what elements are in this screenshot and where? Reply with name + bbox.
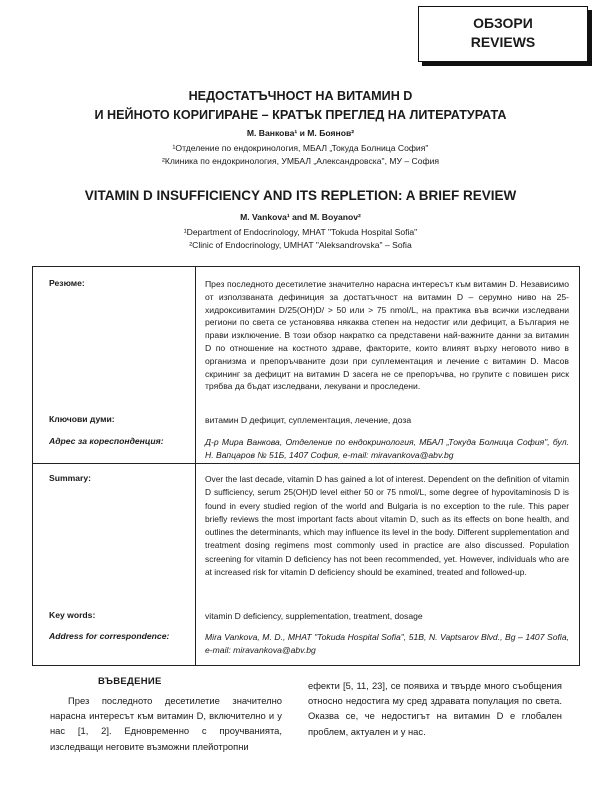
summary-bg-label: Резюме: [49, 278, 85, 288]
introduction-heading: ВЪВЕДЕНИЕ [98, 676, 162, 687]
badge-line-en: REVIEWS [470, 34, 536, 50]
title-bg-line1: НЕДОСТАТЪЧНОСТ НА ВИТАМИН D [188, 89, 413, 103]
affiliation-en-2: ²Clinic of Endocrinology, UMHAT "Aleksandrovska" – Sofia [189, 240, 412, 250]
badge-line-bg: ОБЗОРИ [473, 15, 533, 31]
keywords-en-text: vitamin D deficiency, supplementation, treatment, dosage [205, 611, 423, 621]
title-en: VITAMIN D INSUFFICIENCY AND ITS REPLETION: A BRIEF REVIEW [84, 188, 517, 203]
address-en-label: Address for correspondence: [49, 631, 170, 641]
intro-right-column: ефекти [5, 11, 23], се появиха и твърде много съобщения относно недостига му сред здравата популация по света. Оказва се, че недостигът на витамин D е глобален проблем, актуален и у нас. [308, 680, 562, 737]
address-en-text: Mira Vankova, M. D., MHAT "Tokuda Hospital Sofia", 51B, N. Vaptsarov Blvd., Bg – 1407 Sofia, e-mail: miravankova@abv.bg [205, 632, 569, 655]
title-bg-line2: И НЕЙНОТО КОРИГИРАНЕ – КРАТЪК ПРЕГЛЕД НА ЛИТЕРАТУРАТА [94, 108, 507, 122]
authors-bg: М. Ванкова¹ и М. Боянов² [246, 128, 355, 138]
keywords-bg-text: витамин D дефицит, суплементация, лечение, доза [205, 415, 412, 425]
summary-en-text: Over the last decade, vitamin D has gained a lot of interest. Dependent on the definition of vitamin D sufficiency, serum 25(OH)D level either 50 or 75 nmol/L, some degree of hypovitaminosis D is found in every studied region of the world and Bulgaria is no exception to the rule. This paper briefly reviews the most important facts about vitamin D, such as its effects on bone health, and outlines the determinants, which may influence its level in the body. Different supplementation and treatment dosing regimens most commonly used in practice are also discussed. Population screening for vitamin D deficiency has not been recommended, yet. However, individuals who are at increased risk for vitamin D deficiency should be examined, treated and followed-up. [205, 474, 569, 578]
abstract-column-divider [195, 266, 196, 666]
summary-en-label: Summary: [49, 473, 92, 483]
keywords-en-label: Key words: [49, 610, 96, 620]
section-badge [418, 6, 588, 62]
affiliation-bg-2: ²Клиника по ендокринология, УМБАЛ „Александровска", МУ – София [161, 156, 440, 166]
address-bg-label: Адрес за кореспонденция: [49, 436, 164, 446]
keywords-bg-label: Ключови думи: [49, 414, 115, 424]
abstract-language-divider [32, 463, 580, 464]
address-bg-text: Д-р Мира Ванкова, Отделение по ендокринология, МБАЛ „Токуда Болница София", бул. Н. Вапцаров № 51Б, 1407 София, e-mail: miravankova@abv.bg [205, 437, 569, 460]
affiliation-en-1: ¹Department of Endocrinology, MHAT "Tokuda Hospital Sofia" [183, 227, 418, 237]
summary-bg-text: През последното десетилетие значително нарасна интересът към витамин D. Независимо от използваната дефиниция за достатъчност на витамин D – серумно ниво на 25-хидроксивитамин D/25(OH)D/ > 50 или > 75 nmol/L, на практика във всички изследвани региони по света се установява някаква степен на недостиг или дефицит, а България не прави изключение. В този обзор накратко са представени най-важните данни за витамин D по отношение на костното здраве, факторите, които влияят върху неговото ниво в организма и препоръчваните дози при суплементация и лечение с витамин D. Масов скрининг за дефицит на витамин D засега не се препоръчва, но групите с повишен риск трябва да бъдат изследвани, лекувани и проследени. [205, 279, 569, 392]
authors-en: M. Vankova¹ and M. Boyanov² [240, 212, 361, 222]
intro-left-column: През последното десетилетие значително нарасна интересът към витамин D, включително и у нас [1, 2]. Едновременно с проучванията, изследващи неговите възможни плейотропни [50, 695, 282, 752]
affiliation-bg-1: ¹Отделение по ендокринология, МБАЛ „Токуда Болница София" [172, 143, 429, 153]
